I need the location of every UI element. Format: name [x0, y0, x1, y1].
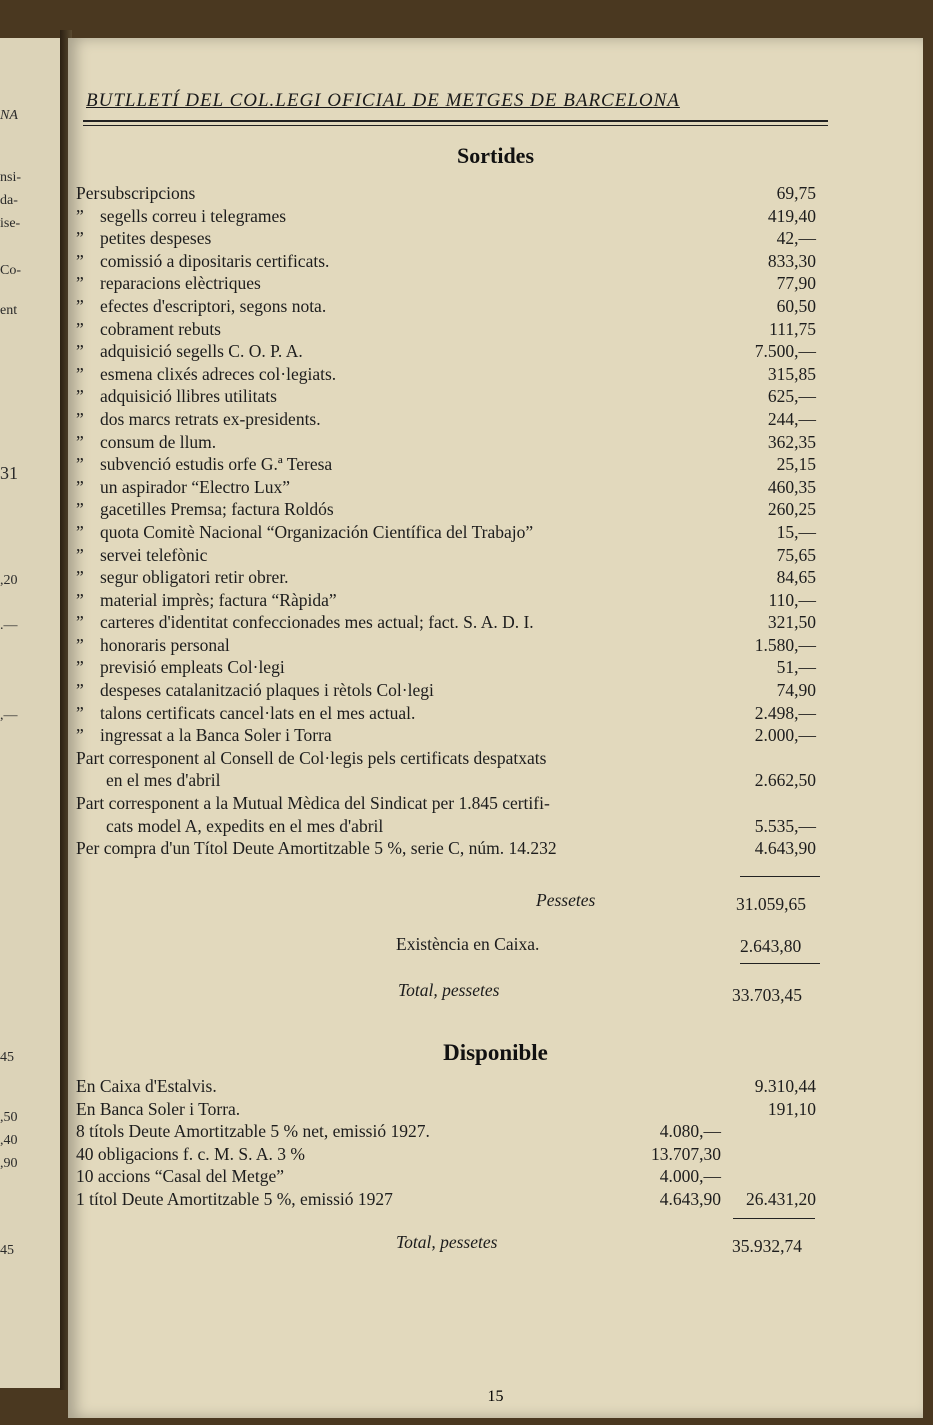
row-label: honoraris personal [100, 634, 230, 655]
row-label: talons certificats cancel·lats en el mes actual. [100, 702, 416, 723]
row-prefix: ” [76, 499, 84, 520]
row-label: petites despeses [100, 228, 212, 249]
row-prefix: ” [76, 476, 84, 497]
row-prefix: ” [76, 521, 84, 542]
row-subamount: 4.000,— [659, 1166, 721, 1187]
page-header: BUTLLETÍ DEL COL.LEGI OFICIAL DE METGES DE BARCELONA [86, 90, 680, 111]
prev-page-fragment: ,— [0, 708, 18, 723]
row-label: subvenció estudis orfe G.ª Teresa [100, 454, 333, 475]
row-label: carteres d'identitat confeccionades mes actual; fact. S. A. D. I. [100, 612, 534, 633]
disponible-list [76, 1076, 816, 1212]
row-amount: 51,— [776, 657, 816, 678]
prev-page-fragment: nsi- [0, 170, 21, 185]
table-row [76, 703, 816, 726]
row-label: segells correu i telegrames [100, 205, 287, 226]
row-label: subscripcions [100, 183, 196, 203]
row-amount: 2.498,— [754, 702, 816, 723]
table-row [76, 454, 816, 477]
row-amount: 7.500,— [754, 341, 816, 362]
row-label: efectes d'escriptori, segons nota. [100, 295, 327, 316]
row-subamount: 4.080,— [659, 1121, 721, 1142]
row-label: un aspirador “Electro Lux” [100, 476, 290, 497]
row-amount: 111,75 [769, 318, 816, 339]
table-row [76, 680, 816, 703]
table-row [76, 273, 816, 296]
table-row [76, 748, 816, 771]
row-prefix: ” [76, 295, 84, 316]
row-label: despeses catalanització plaques i rètols Col·legi [100, 680, 434, 701]
table-row [76, 409, 816, 432]
prev-page-fragment: ,40 [0, 1133, 18, 1148]
row-amount: 833,30 [767, 250, 816, 271]
row-amount: 60,50 [776, 295, 816, 316]
row-prefix: ” [76, 341, 84, 362]
row-label: reparacions elèctriques [100, 273, 261, 294]
row-prefix: ” [76, 250, 84, 271]
row-prefix: ” [76, 363, 84, 384]
table-row [76, 296, 816, 319]
row-label: cats model A, expedits en el mes d'abril [106, 815, 384, 836]
table-row [76, 1076, 816, 1099]
row-amount: 25,15 [776, 454, 816, 475]
row-prefix: ” [76, 680, 84, 701]
row-label: ingressat a la Banca Soler i Torra [100, 725, 332, 746]
row-amount: 110,— [768, 589, 816, 610]
row-prefix: ” [76, 318, 84, 339]
disp-total-label: Total, pessetes [396, 1232, 498, 1252]
row-prefix: ” [76, 205, 84, 226]
prev-page-fragment: ise- [0, 216, 21, 231]
table-row [76, 1189, 816, 1212]
table-row [76, 183, 816, 206]
section-title-sortides: Sortides [457, 143, 534, 168]
prev-page-fragment: ,20 [0, 573, 18, 588]
prev-page-fragment: .— [0, 618, 18, 633]
row-prefix: ” [76, 544, 84, 565]
row-label: material imprès; factura “Ràpida” [100, 589, 337, 610]
row-amount: 191,10 [767, 1098, 816, 1119]
row-label: adquisició llibres utilitats [100, 386, 277, 407]
row-amount: 84,65 [776, 567, 816, 588]
row-label: cobrament rebuts [100, 318, 221, 339]
row-amount: 321,50 [767, 612, 816, 633]
row-prefix: ” [76, 725, 84, 746]
table-row [76, 432, 816, 455]
row-prefix: ” [76, 612, 84, 633]
row-amount: 244,— [767, 408, 816, 429]
row-amount: 260,25 [767, 499, 816, 520]
row-amount: 74,90 [776, 680, 816, 701]
row-amount: 625,— [767, 386, 816, 407]
table-row [76, 251, 816, 274]
row-prefix: Per [76, 183, 100, 203]
table-row [76, 386, 816, 409]
row-label: gacetilles Premsa; factura Roldós [100, 499, 334, 520]
table-row [76, 319, 816, 342]
row-label: En Banca Soler i Torra. [76, 1098, 241, 1119]
row-label: Per compra d'un Títol Deute Amortitzable 5 %, serie C, núm. 14.232 [76, 838, 557, 859]
table-row-continuation [76, 816, 816, 839]
row-amount: 42,— [776, 228, 816, 249]
table-row [76, 1099, 816, 1122]
row-label: previsió empleats Col·legi [100, 657, 285, 678]
sum-rule [733, 1218, 815, 1219]
row-prefix: ” [76, 657, 84, 678]
total-amount: 33.703,45 [732, 985, 802, 1005]
row-amount: 460,35 [767, 476, 816, 497]
pessetes-label: Pessetes [536, 890, 596, 910]
table-row [76, 590, 816, 613]
row-prefix: ” [76, 634, 84, 655]
row-label: 8 títols Deute Amortitzable 5 % net, emissió 1927. [76, 1121, 430, 1142]
table-row [76, 545, 816, 568]
row-label: comissió a dipositaris certificats. [100, 250, 330, 271]
header-rule [83, 120, 828, 122]
table-row [76, 499, 816, 522]
prev-page-fragment: da- [0, 193, 18, 208]
row-amount: 2.662,50 [754, 770, 816, 791]
row-amount: 9.310,44 [754, 1076, 816, 1096]
prev-page-fragment: Co- [0, 263, 21, 278]
row-amount: 1.580,— [754, 634, 816, 655]
prev-page-fragment: 31 [0, 463, 18, 483]
row-amount: 315,85 [767, 363, 816, 384]
existencia-amount: 2.643,80 [740, 936, 802, 956]
row-label: servei telefònic [100, 544, 208, 565]
pessetes-amount: 31.059,65 [736, 894, 806, 914]
disp-total-amount: 35.932,74 [732, 1236, 802, 1256]
table-row [76, 838, 816, 861]
row-label: Part corresponent a la Mutual Mèdica del Sindicat per 1.845 certifi- [76, 793, 550, 814]
row-prefix: ” [76, 431, 84, 452]
document-page [68, 38, 923, 1418]
prev-page-fragment: NA [0, 108, 18, 123]
header-rule [83, 125, 828, 126]
row-label: segur obligatori retir obrer. [100, 567, 289, 588]
row-amount: 26.431,20 [746, 1188, 816, 1209]
row-amount: 77,90 [776, 273, 816, 294]
row-amount: 15,— [776, 521, 816, 542]
row-prefix: ” [76, 702, 84, 723]
table-row [76, 206, 816, 229]
row-prefix: ” [76, 567, 84, 588]
row-prefix: ” [76, 454, 84, 475]
previous-page-edge [0, 38, 62, 1388]
prev-page-fragment: ,90 [0, 1156, 18, 1171]
prev-page-fragment: 45 [0, 1050, 14, 1065]
table-row [76, 657, 816, 680]
row-amount: 69,75 [776, 183, 816, 203]
table-row [76, 477, 816, 500]
table-row [76, 1166, 816, 1189]
row-amount: 2.000,— [754, 725, 816, 746]
existencia-label: Existència en Caixa. [396, 934, 540, 954]
sum-rule [740, 963, 820, 964]
row-amount: 419,40 [767, 205, 816, 226]
table-row [76, 635, 816, 658]
section-title-disponible: Disponible [443, 1040, 548, 1065]
row-label: 40 obligacions f. c. M. S. A. 3 % [76, 1143, 305, 1164]
table-row [76, 1121, 816, 1144]
sortides-list [76, 183, 816, 861]
row-subamount: 13.707,30 [651, 1143, 721, 1164]
row-amount: 5.535,— [754, 815, 816, 836]
row-label: 10 accions “Casal del Metge” [76, 1166, 284, 1187]
row-subamount: 4.643,90 [659, 1188, 721, 1209]
table-row [76, 612, 816, 635]
table-row [76, 567, 816, 590]
row-prefix: ” [76, 386, 84, 407]
row-amount: 362,35 [767, 431, 816, 452]
row-amount: 75,65 [776, 544, 816, 565]
prev-page-fragment: ent [0, 303, 18, 318]
row-label: En Caixa d'Estalvis. [76, 1076, 217, 1096]
row-label: esmena clixés adreces col·legiats. [100, 363, 337, 384]
total-label: Total, pessetes [398, 980, 500, 1000]
row-label: en el mes d'abril [106, 770, 221, 791]
row-label: Part corresponent al Consell de Col·legis pels certificats despatxats [76, 747, 547, 768]
row-prefix: ” [76, 228, 84, 249]
sum-rule [740, 876, 820, 877]
table-row [76, 341, 816, 364]
table-row [76, 522, 816, 545]
table-row [76, 228, 816, 251]
table-row [76, 364, 816, 387]
row-amount: 4.643,90 [754, 838, 816, 859]
row-prefix: ” [76, 408, 84, 429]
row-label: quota Comitè Nacional “Organización Científica del Trabajo” [100, 521, 534, 542]
table-row-continuation [76, 770, 816, 793]
row-prefix: ” [76, 589, 84, 610]
prev-page-fragment: ,50 [0, 1110, 18, 1125]
prev-page-fragment: 45 [0, 1243, 14, 1258]
row-label: adquisició segells C. O. P. A. [100, 341, 303, 362]
table-row [76, 1144, 816, 1167]
row-label: dos marcs retrats ex-presidents. [100, 408, 321, 429]
row-label: 1 títol Deute Amortitzable 5 %, emissió 1927 [76, 1188, 393, 1209]
row-label: consum de llum. [100, 431, 217, 452]
table-row [76, 725, 816, 748]
page-number: 15 [487, 1388, 504, 1405]
row-prefix: ” [76, 273, 84, 294]
table-row [76, 793, 816, 816]
